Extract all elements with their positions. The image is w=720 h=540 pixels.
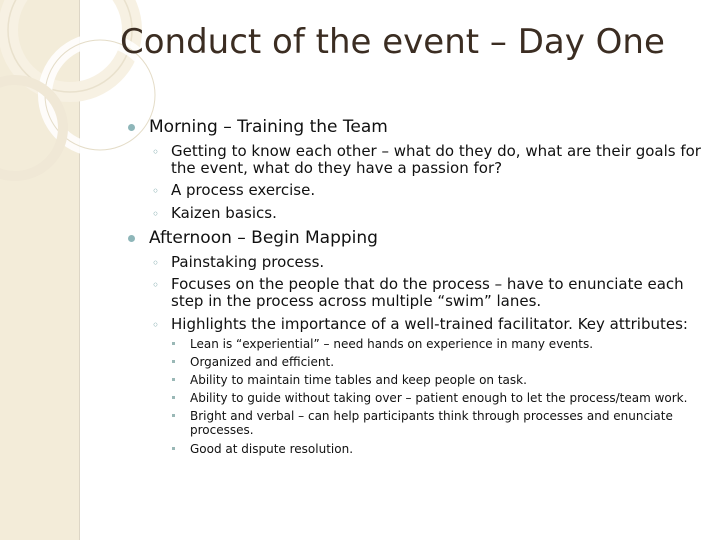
item-line: Getting to know each other – what do they do, what are their goals for [171, 142, 701, 160]
item-line: Painstaking process. [171, 253, 325, 271]
item-line: the event, what do they have a passion for? [171, 159, 503, 177]
square-bullet-icon [172, 414, 175, 417]
square-bullet-icon [172, 378, 175, 381]
ring-bullet-icon: ◦ [152, 207, 160, 221]
item-line: processes. [190, 423, 254, 437]
square-bullet-icon [172, 447, 175, 450]
square-bullet-icon [172, 342, 175, 345]
ring-bullet-icon: ◦ [152, 184, 160, 198]
square-bullet-icon [172, 360, 175, 363]
ring-bullet-icon: ◦ [152, 145, 160, 159]
item-line: Focuses on the people that do the process – have to enunciate each [171, 275, 684, 293]
section-heading: Afternoon – Begin Mapping [149, 228, 378, 248]
item-line: Highlights the importance of a well-trained facilitator. Key attributes: [171, 315, 688, 333]
item-line: Good at dispute resolution. [190, 442, 354, 456]
bullet-icon [128, 235, 135, 242]
section-heading: Morning – Training the Team [149, 117, 388, 137]
item-line: Lean is “experiential” – need hands on experience in many events. [190, 337, 594, 351]
ring-bullet-icon: ◦ [152, 278, 160, 292]
ring-bullet-icon: ◦ [152, 318, 160, 332]
item-line: Ability to maintain time tables and keep people on task. [190, 373, 527, 387]
item-line: Kaizen basics. [171, 204, 277, 222]
item-line: Bright and verbal – can help participants think through processes and enunciate [190, 409, 673, 423]
slide-title: Conduct of the event – Day One [120, 22, 665, 62]
item-line: A process exercise. [171, 181, 316, 199]
square-bullet-icon [172, 396, 175, 399]
item-line: Organized and efficient. [190, 355, 335, 369]
item-line: Ability to guide without taking over – patient enough to let the process/team work. [190, 391, 688, 405]
item-line: step in the process across multiple “swim” lanes. [171, 292, 542, 310]
bullet-icon [128, 124, 135, 131]
ring-bullet-icon: ◦ [152, 256, 160, 270]
